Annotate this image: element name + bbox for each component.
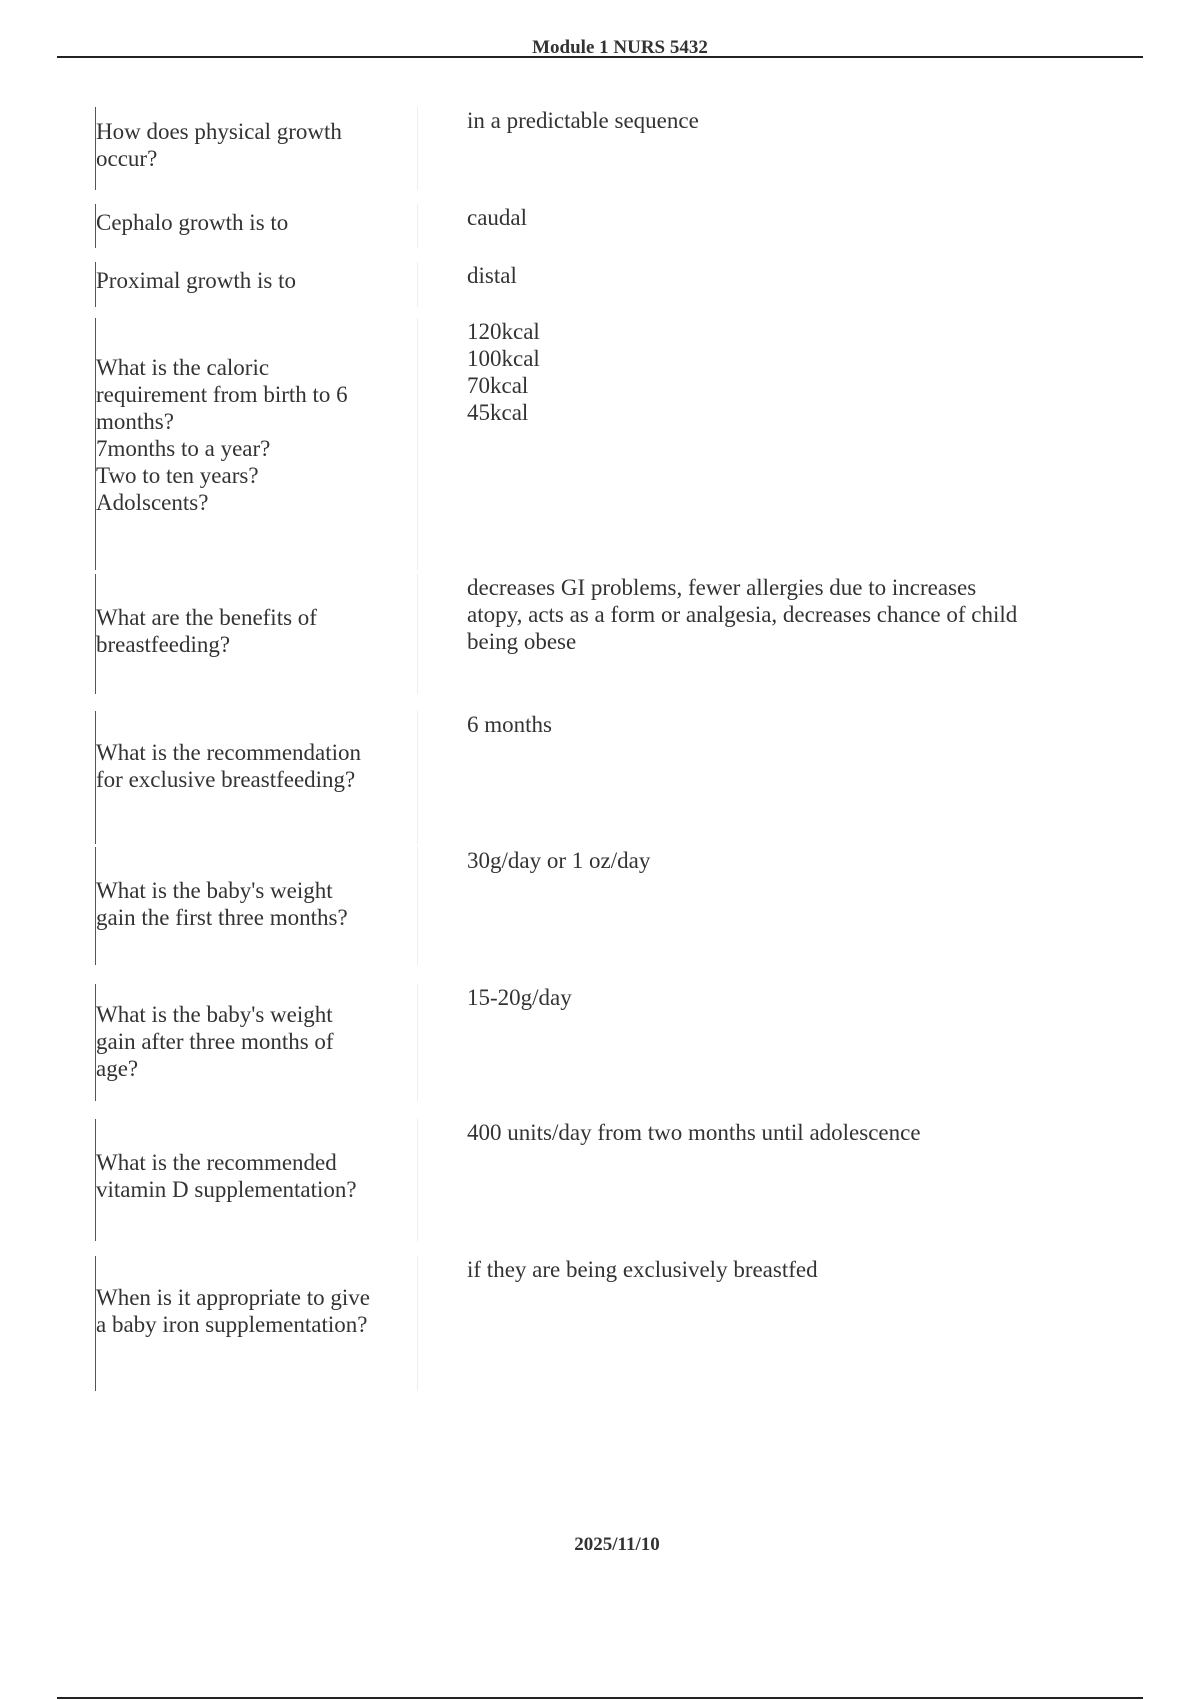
question-text: What are the benefits of breastfeeding?	[96, 605, 317, 657]
question-text: Cephalo growth is to	[96, 210, 289, 235]
footer-date: 2025/11/10	[574, 1534, 660, 1555]
column-divider	[417, 847, 418, 965]
flashcard-row	[0, 1119, 1200, 1241]
answer-text: in a predictable sequence	[467, 108, 699, 133]
question-text: What is the baby's weight gain after three months of age?	[96, 1002, 334, 1081]
column-divider	[417, 318, 418, 570]
column-divider	[417, 574, 418, 694]
answer-text: 6 months	[467, 712, 552, 737]
flashcard-row	[0, 262, 1200, 307]
question-text: How does physical growth occur?	[96, 119, 342, 171]
column-divider	[417, 1256, 418, 1391]
question-text: What is the baby's weight gain the first three months?	[96, 878, 348, 930]
answer-text: caudal	[467, 205, 528, 230]
flashcard-row	[0, 204, 1200, 248]
column-divider	[417, 262, 418, 307]
question-text: What is the recommendation for exclusive breastfeeding?	[96, 740, 362, 792]
column-divider	[417, 711, 418, 844]
answer-text: 400 units/day from two months until adolescence	[467, 1120, 921, 1145]
flashcard-row	[0, 711, 1200, 844]
flashcard-row	[0, 847, 1200, 965]
header-divider	[57, 56, 1143, 58]
answer-text: 15-20g/day	[467, 985, 572, 1010]
flashcard-row	[0, 318, 1200, 570]
answer-text: 120kcal 100kcal 70kcal 45kcal	[467, 319, 540, 425]
footer-divider	[57, 1697, 1143, 1699]
column-divider	[417, 107, 418, 190]
answer-text: if they are being exclusively breastfed	[467, 1257, 818, 1282]
flashcard-row	[0, 984, 1200, 1101]
answer-text: distal	[467, 263, 517, 288]
answer-text: decreases GI problems, fewer allergies due to increases atopy, acts as a form or analgesia, decreases chance of child being obese	[467, 575, 1018, 654]
flashcard-row	[0, 107, 1200, 190]
column-divider	[417, 204, 418, 248]
question-text: Proximal growth is to	[96, 268, 296, 293]
flashcard-row	[0, 574, 1200, 694]
page-header-title: Module 1 NURS 5432	[532, 37, 708, 58]
column-divider	[417, 984, 418, 1101]
question-text: What is the caloric requirement from birth to 6 months? 7months to a year? Two to ten years? Adolscents?	[96, 355, 348, 515]
answer-text: 30g/day or 1 oz/day	[467, 848, 651, 873]
flashcard-row	[0, 1256, 1200, 1391]
column-divider	[417, 1119, 418, 1241]
question-text: When is it appropriate to give a baby iron supplementation?	[96, 1285, 371, 1337]
question-text: What is the recommended vitamin D supplementation?	[96, 1150, 357, 1202]
